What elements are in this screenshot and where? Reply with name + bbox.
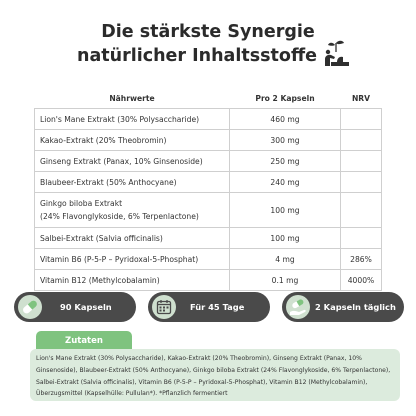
ingredient-name: Salbei-Extrakt (Salvia officinalis) [35, 228, 230, 249]
badge-label: Für 45 Tage [190, 302, 245, 312]
ingredient-amount: 300 mg [230, 130, 341, 151]
col-header-naehrwerte: Nährwerte [109, 93, 155, 103]
table-row [35, 130, 382, 151]
col-header-pro-2-kapseln: Pro 2 Kapseln [255, 93, 315, 103]
table-row [35, 270, 382, 291]
table-row [35, 193, 382, 228]
ingredient-amount: 4 mg [230, 249, 341, 270]
ingredient-name: Lion's Mane Extrakt (30% Polysaccharide) [35, 109, 230, 130]
calendar-icon [152, 295, 176, 319]
title-line-1: Die stärkste Synergie [101, 22, 315, 42]
ingredient-name-detail: (24% Flavonglykoside, 6% Terpenlactone) [40, 212, 199, 221]
badge-duration [148, 292, 270, 322]
ingredient-amount: 0.1 mg [230, 270, 341, 291]
badge-capsule-count [14, 292, 136, 322]
ingredient-nrv [341, 109, 382, 130]
badge-row [14, 292, 404, 322]
ingredient-nrv [341, 228, 382, 249]
capsule-icon [18, 295, 42, 319]
table-header-row [35, 88, 382, 109]
ingredient-nrv [341, 193, 382, 228]
ingredient-name-cell [35, 193, 230, 228]
ingredient-name: Vitamin B12 (Methylcobalamin) [35, 270, 230, 291]
badge-daily-dose [282, 292, 404, 322]
table-row [35, 249, 382, 270]
ingredient-amount: 100 mg [230, 228, 341, 249]
table-row [35, 109, 382, 130]
ingredient-name: Kakao-Extrakt (20% Theobromin) [35, 130, 230, 151]
plant-gardener-icon [322, 40, 350, 66]
ingredient-amount: 100 mg [230, 193, 341, 228]
ingredient-nrv [341, 151, 382, 172]
badge-label: 90 Kapseln [60, 302, 112, 312]
nutrition-table [34, 88, 382, 291]
ingredient-amount: 240 mg [230, 172, 341, 193]
page-title [0, 20, 416, 68]
capsule-hand-icon [286, 295, 310, 319]
title-line-2: natürlicher Inhaltsstoffe [76, 46, 317, 66]
ingredient-amount: 460 mg [230, 109, 341, 130]
table-row [35, 151, 382, 172]
table-row [35, 172, 382, 193]
ingredients-text: Lion's Mane Extrakt (30% Polysaccharide), Kakao-Extrakt (20% Theobromin), Ginseng Extrakt (Panax, 10% Ginsenoside), Blaubeer-Extrakt (50% Anthocyane), Ginkgo biloba Extrakt (24% Flavonglykoside, 6% Terpenlactone), Salbei-Extrakt (Salvia officinalis), Vitamin B6 (P-5-P – Pyridoxal-5-Phosphat), Vitamin B12 (Methylcobalamin), Überzugsmittel (Kapselhülle: Pullulan*). *Pflanzlich fermentiert [30, 349, 400, 401]
table-row [35, 228, 382, 249]
badge-label: 2 Kapseln täglich [315, 302, 396, 312]
ingredient-nrv: 286% [341, 249, 382, 270]
ingredient-name: Ginkgo biloba Extrakt [40, 199, 123, 208]
ingredient-nrv [341, 130, 382, 151]
ingredient-nrv: 4000% [341, 270, 382, 291]
ingredient-name: Blaubeer-Extrakt (50% Anthocyane) [35, 172, 230, 193]
ingredients-heading: Zutaten [36, 331, 132, 351]
ingredient-nrv [341, 172, 382, 193]
ingredient-name: Ginseng Extrakt (Panax, 10% Ginsenoside) [35, 151, 230, 172]
ingredient-name: Vitamin B6 (P-5-P – Pyridoxal-5-Phosphat) [35, 249, 230, 270]
ingredient-amount: 250 mg [230, 151, 341, 172]
col-header-nrv: NRV [351, 93, 371, 103]
